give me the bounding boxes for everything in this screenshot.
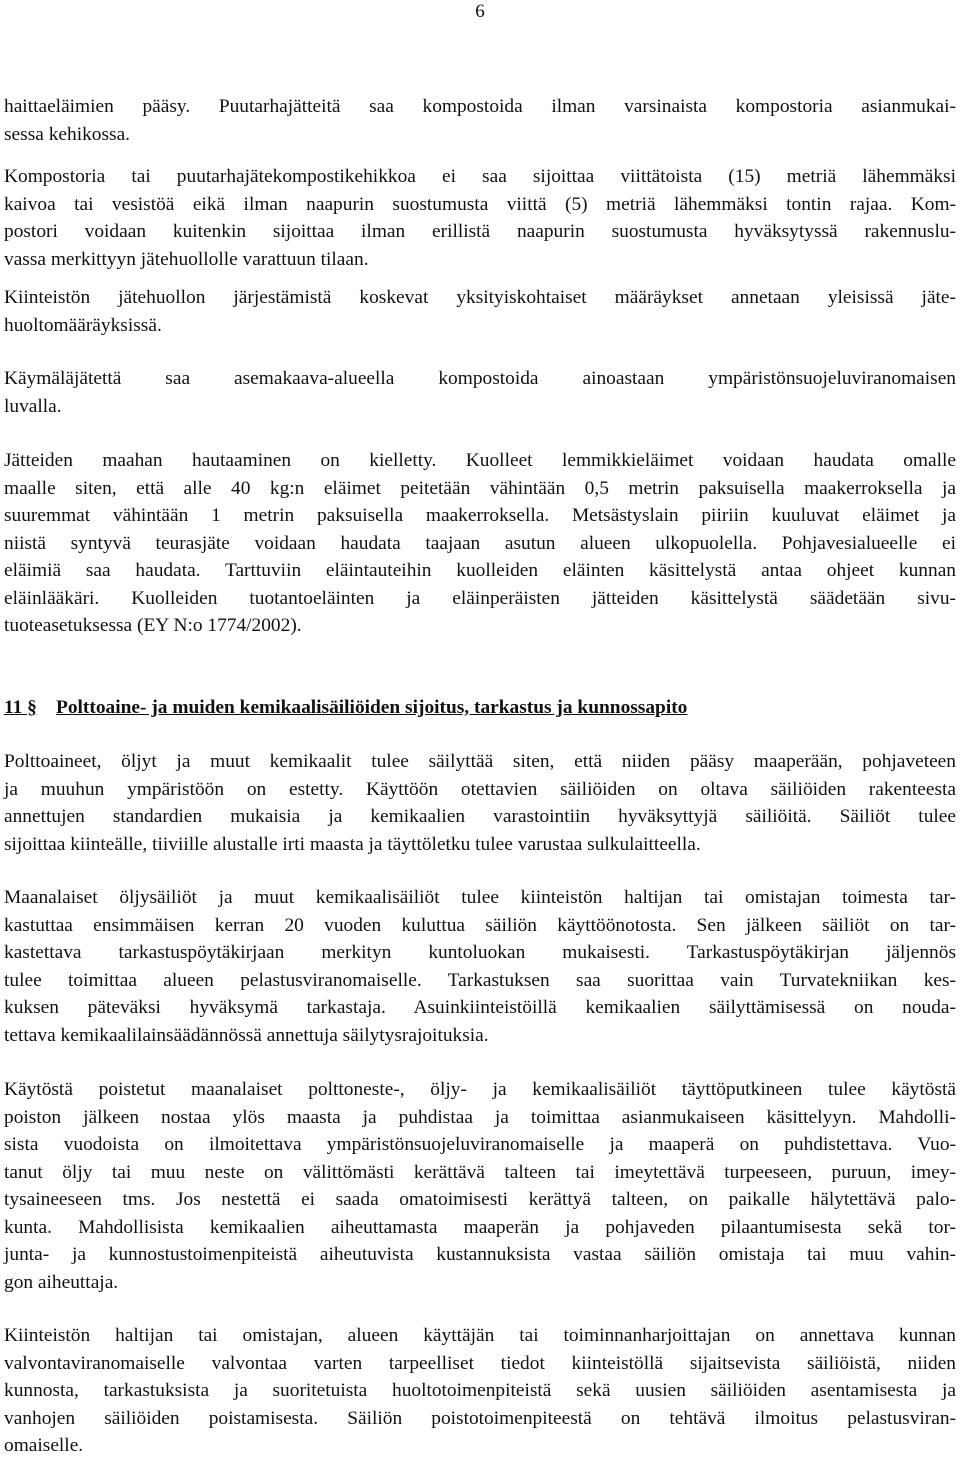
text-line: Käytöstä poistetut maanalaiset polttoneste-, öljy- ja kemikaalisäiliöt täyttöputkineen tulee käytöstä [4, 1079, 956, 1100]
text-line: valvontaviranomaiselle valvontaa varten tarpeelliset tiedot kiinteistöllä sijaitsevista säiliöistä, niiden [4, 1352, 956, 1374]
text-line: tettava kemikaalilainsäädännössä annettuja säilytysrajoituksia. [4, 1024, 489, 1046]
text-line: huoltomääräyksissä. [4, 314, 162, 336]
text-line: gon aiheuttaja. [4, 1271, 119, 1293]
paragraph-compost-placement [4, 163, 956, 273]
section-number-text: 11 § [4, 697, 37, 718]
text-line: kastuttaa ensimmäisen kerran 20 vuoden kuluttua säiliön käyttöönotosta. Sen jälkeen säiliöt on tar- [4, 914, 956, 936]
text-line: niistä syntyvä teurasjäte voidaan haudata taajaan asutun alueen ulkopuolella. Pohjavesialueelle ei [4, 532, 956, 554]
text-line: Polttoaineet, öljyt ja muut kemikaalit tulee säilyttää siten, että niiden pääsy maaperään, pohjaveteen [4, 751, 956, 772]
paragraph-owner-reporting [4, 1322, 956, 1460]
text-line: luvalla. [4, 395, 62, 417]
text-line: Kiinteistön jätehuollon järjestämistä koskevat yksityiskohtaiset määräykset annetaan yleisissä jäte- [4, 287, 956, 308]
text-line: vanhojen säiliöiden poistamisesta. Säiliön poistotoimenpiteestä on tehtävä ilmoitus pelastusviran- [4, 1407, 956, 1429]
paragraph-tank-removal [4, 1076, 956, 1296]
text-line: sista vuodoista on ilmoitettava ympäristönsuojeluviranomaiselle ja maaperä on puhdistettava. Vuo- [4, 1134, 956, 1155]
text-line: ja muuhun ympäristöön on estetty. Käyttöön otettavien säiliöiden on oltava säiliöiden rakenteesta [4, 778, 956, 800]
text-line: kaivoa tai vesistöä eikä ilman naapurin suostumusta viittä (5) metriä lähemmäksi tontin rajaa. Kom- [4, 193, 956, 215]
text-line: kastettava tarkastuspöytäkirjaan merkityn kuntoluokan mukaisesti. Tarkastuspöytäkirjan jäljennös [4, 942, 956, 963]
text-line: tulee toimittaa alueen pelastusviranomaiselle. Tarkastuksen saa suorittaa vain Turvatekniikan kes- [4, 969, 956, 991]
text-line: haittaeläimien pääsy. Puutarhajätteitä saa kompostoida ilman varsinaista kompostoria asianmukai- [4, 96, 956, 117]
text-line: tanut öljy tai muu neste on välittömästi kerättävä talteen tai imeytettävä turpeeseen, puruun, imey- [4, 1161, 956, 1183]
section-heading [4, 694, 687, 722]
text-line: eläimiä saa haudata. Tarttuviin eläintauteihin kuolleiden eläinten käsittelystä antaa ohjeet kunnan [4, 560, 956, 581]
paragraph-tank-inspection [4, 884, 956, 1049]
paragraph-toilet-waste [4, 365, 956, 420]
text-line: tuoteasetuksessa (EY N:o 1774/2002). [4, 615, 302, 636]
text-line: junta- ja kunnostustoimenpiteistä aiheutuvista kustannuksista vastaa säiliön omistaja tai muu vahin- [4, 1244, 956, 1265]
text-line: suuremmat vähintään 1 metrin paksuisella maakerroksella. Metsästyslain piiriin kuuluvat eläimet ja [4, 505, 956, 526]
text-line: Kompostoria tai puutarhajätekompostikehikkoa ei saa sijoittaa viittätoista (15) metriä lähemmäksi [4, 166, 956, 187]
text-line: Maanalaiset öljysäiliöt ja muut kemikaalisäiliöt tulee kiinteistön haltijan tai omistajan toimesta tar- [4, 887, 956, 908]
text-line: annettujen standardien mukaisia ja kemikaalien varastointiin hyväksyttyjä säiliöitä. Säiliöt tulee [4, 806, 956, 827]
text-line: Kiinteistön haltijan tai omistajan, alueen käyttäjän tai toiminnanharjoittajan on annettava kunnan [4, 1325, 956, 1346]
paragraph-waste-regulations [4, 284, 956, 339]
text-line: poiston jälkeen nostaa ylös maasta ja puhdistaa ja toimittaa asianmukaiseen käsittelyyn. Mahdolli- [4, 1106, 956, 1128]
section-title: Polttoaine- ja muiden kemikaalisäiliöiden sijoitus, tarkastus ja kunnossapito [56, 697, 688, 718]
page-number: 6 [475, 1, 485, 22]
text-line: Käymäläjätettä saa asemakaava-alueella kompostoida ainoastaan ympäristönsuojeluviranomaisen [4, 368, 956, 389]
text-line: kunnosta, tarkastuksista ja suoritetuista huoltotoimenpiteistä sekä uusien säiliöiden asentamisesta ja [4, 1380, 956, 1401]
paragraph-chemical-storage [4, 748, 956, 858]
text-line: maalle siten, että alle 40 kg:n eläimet peitetään vähintään 0,5 metrin paksuisella maakerroksella ja [4, 477, 956, 499]
paragraph-composting-frame [4, 93, 956, 148]
text-line: eläinlääkäri. Kuolleiden tuotantoeläinten ja eläinperäisten jätteiden käsittelystä säädetään sivu- [4, 587, 956, 609]
text-line: kuksen päteväksi hyväksymä tarkastaja. Asuinkiinteistöillä kemikaalien säilyttämisessä on nouda- [4, 997, 956, 1018]
text-line: tysaineeseen tms. Jos nestettä ei saada omatoimisesti kerättyä talteen, on paikalle hälytettävä palo- [4, 1189, 956, 1210]
text-line: sijoittaa kiinteälle, tiiviille alustalle irti maasta ja täyttöletku tulee varustaa sulkulaitteella. [4, 833, 701, 855]
text-line: postori voidaan kuitenkin sijoittaa ilman erillistä naapurin suostumusta hyväksytyssä rakennuslu- [4, 221, 956, 242]
text-line: kunta. Mahdollisista kemikaalien aiheuttamasta maaperän ja pohjaveden pilaantumisesta sekä tor- [4, 1216, 956, 1238]
text-line: sessa kehikossa. [4, 123, 131, 145]
text-line: omaiselle. [4, 1435, 84, 1456]
text-line: vassa merkittyyn jätehuollolle varattuun tilaan. [4, 248, 369, 270]
paragraph-burial [4, 447, 956, 640]
text-line: Jätteiden maahan hautaaminen on kielletty. Kuolleet lemmikkieläimet voidaan haudata omalle [4, 450, 956, 471]
section-number [4, 694, 56, 722]
